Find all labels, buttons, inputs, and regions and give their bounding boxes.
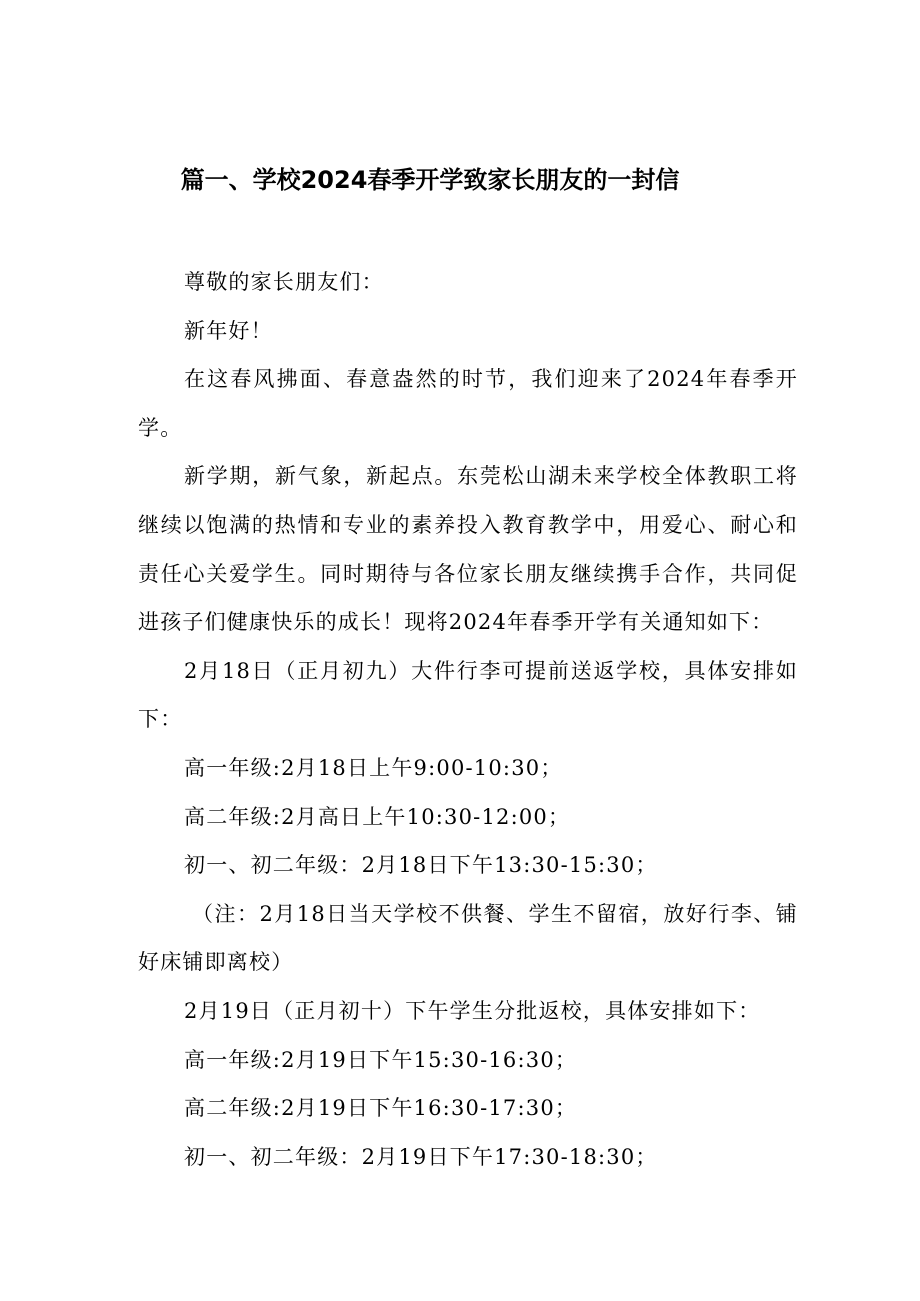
schedule-note: （注：2月18日当天学校不供餐、学生不留宿，放好行李、铺好床铺即离校）: [138, 901, 798, 975]
schedule-line: 初一、初二年级：2月18日下午13:30-15:30；: [184, 853, 658, 878]
greeting: 新年好！: [184, 318, 273, 343]
schedule-line: 初一、初二年级：2月19日下午17:30-18:30；: [184, 1144, 658, 1169]
schedule-line: 高二年级:2月19日下午16:30-17:30；: [184, 1096, 578, 1121]
schedule-line: 高一年级:2月19日下午15:30-16:30；: [184, 1047, 578, 1072]
paragraph-intro: 在这春风拂面、春意盎然的时节，我们迎来了2024年春季开学。: [138, 367, 798, 440]
paragraph-return-schedule: 2月19日（正月初十）下午学生分批返校，具体安排如下：: [184, 998, 761, 1023]
schedule-line: 高二年级:2月高日上午10:30-12:00；: [184, 804, 571, 829]
document-title: 篇一、学校2024春季开学致家长朋友的一封信: [180, 166, 680, 194]
schedule-line: 高一年级:2月18日上午9:00-10:30；: [184, 755, 563, 780]
paragraph-luggage-schedule: 2月18日（正月初九）大件行李可提前送返学校，具体安排如下：: [138, 658, 798, 732]
salutation: 尊敬的家长朋友们：: [184, 270, 384, 294]
letter-body: [138, 258, 798, 1181]
paragraph-new-semester: 新学期，新气象，新起点。东莞松山湖未来学校全体教职工将继续以饱满的热情和专业的素养投入教育教学中，用爱心、耐心和责任心关爱学生。同时期待与各位家长朋友继续携手合作，共同促进孩子们健康快乐的成长！现将2024年春季开学有关通知如下：: [138, 464, 798, 635]
